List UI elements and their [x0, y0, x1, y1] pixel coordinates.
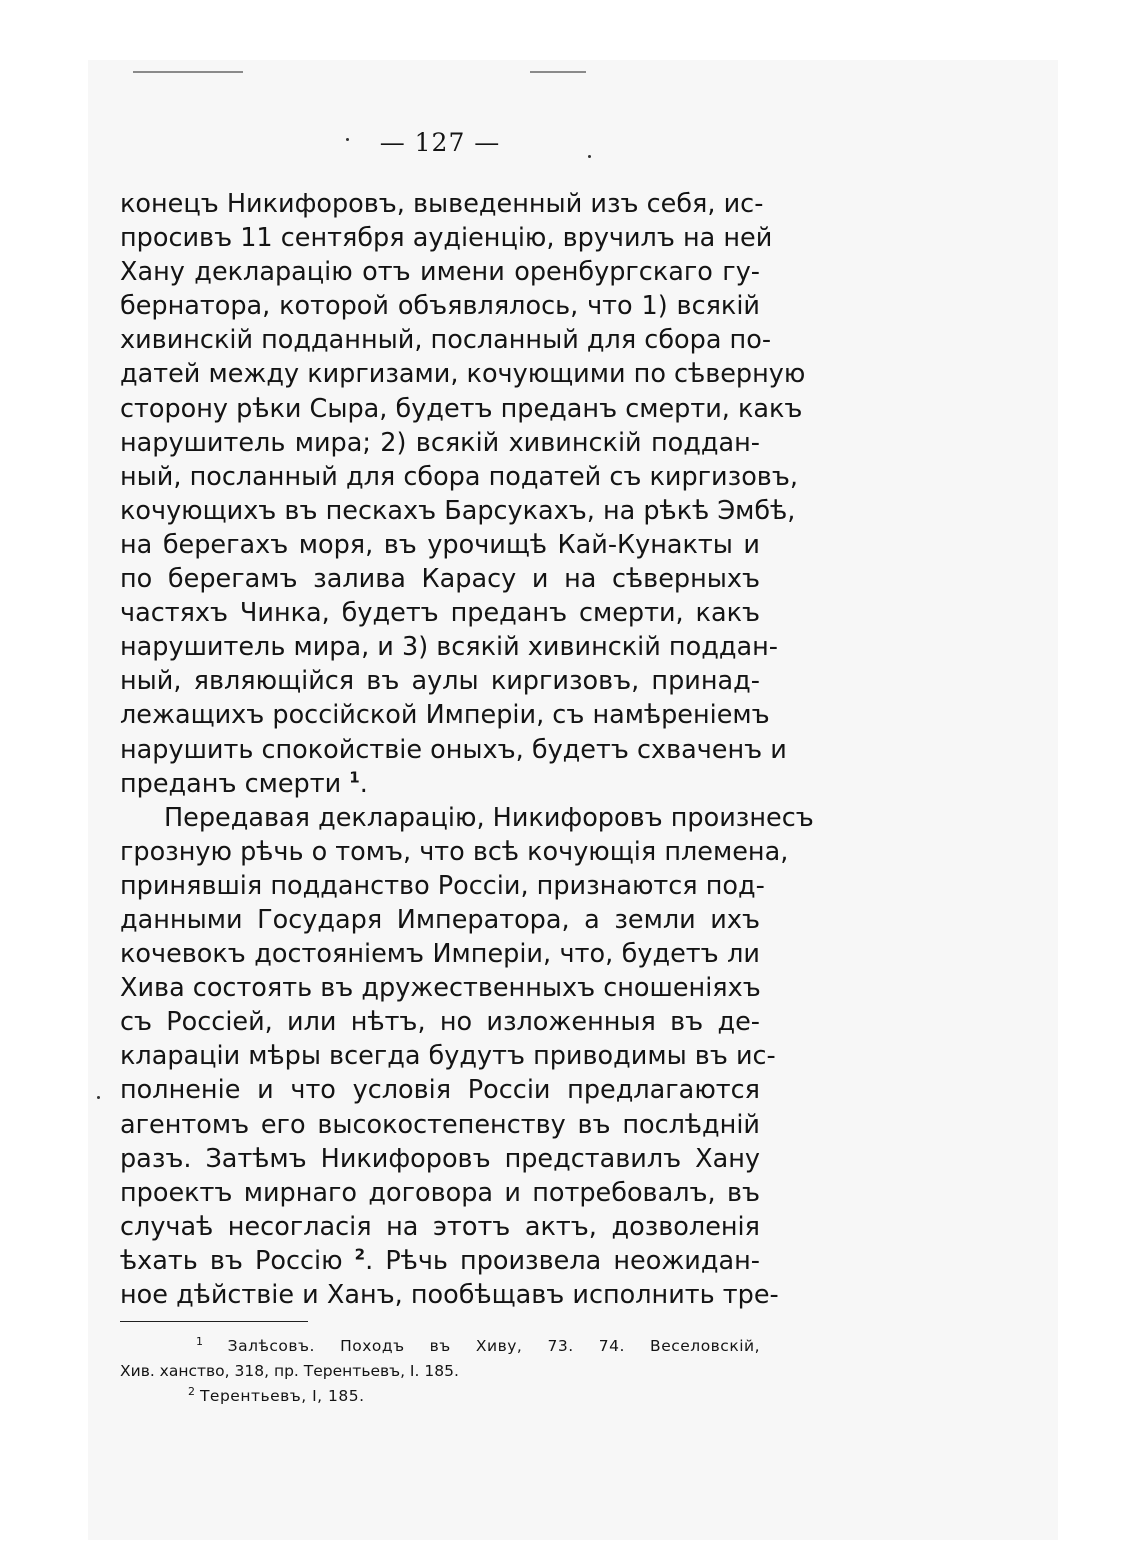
text-line: съ Россіей, или нѣтъ, но изложенныя въ де- [120, 1007, 760, 1038]
text-line: случаѣ несогласія на этотъ актъ, дозволенія [120, 1211, 760, 1242]
text-line: ный, являющійся въ аулы киргизовъ, принад- [120, 666, 760, 697]
scan-artifact-mark [133, 71, 243, 73]
text-line [120, 1244, 760, 1278]
text-line: нарушитель мира, и 3) всякій хивинскій поддан- [120, 632, 778, 663]
footnote-text: Залѣсовъ. Походъ въ Хиву, 73. 74. Веселовскій, [227, 1337, 760, 1355]
text-line: кочевокъ достояніемъ Имперіи, что, будетъ ли [120, 939, 760, 970]
text-line [120, 767, 760, 801]
text-line: датей между киргизами, кочующими по сѣверную [120, 359, 806, 390]
text-line: бернатора, которой объявлялось, что 1) всякій [120, 291, 760, 322]
text-line: агентомъ его высокостепенству въ послѣдній [120, 1109, 760, 1140]
text-line: хивинскій подданный, посланный для сбора по- [120, 325, 772, 356]
text-line: ное дѣйствіе и Ханъ, пообѣщавъ исполнить тре- [120, 1280, 779, 1310]
text-line: сторону рѣки Сыра, будетъ преданъ смерти, какъ [120, 393, 803, 424]
scan-artifact-mark [530, 71, 586, 73]
text-line: разъ. Затѣмъ Никифоровъ представилъ Хану [120, 1143, 760, 1174]
text-line: на берегахъ моря, въ урочищѣ Кай-Кунакты и [120, 529, 760, 560]
footnote-1 [120, 1334, 760, 1359]
scan-speck [97, 1096, 100, 1099]
text-line-segment: преданъ смерти [120, 768, 342, 799]
text-line-segment: ѣхать въ Россію [120, 1245, 343, 1276]
text-line: частяхъ Чинка, будетъ преданъ смерти, какъ [120, 598, 760, 629]
page-number: — 127 — [379, 128, 501, 157]
text-line: кочующихъ въ пескахъ Барсукахъ, на рѣкѣ Эмбѣ, [120, 495, 796, 526]
text-line: ный, посланный для сбора податей съ киргизовъ, [120, 461, 798, 492]
text-line: клараціи мѣры всегда будутъ приводимы въ ис- [120, 1041, 776, 1072]
text-line: Хану декларацію отъ имени оренбургскаго гу- [120, 257, 760, 288]
text-line: грозную рѣчь о томъ, что всѣ кочующія племена, [120, 836, 789, 867]
footnote-divider [120, 1321, 308, 1322]
text-line: проектъ мирнаго договора и потребовалъ, въ [120, 1177, 760, 1208]
text-line: полненіе и что условія Россіи предлагаются [120, 1075, 760, 1106]
footnote-2 [120, 1384, 760, 1409]
sentence-end: . [359, 768, 368, 799]
text-line-segment: . Рѣчь произвела неожидан- [365, 1245, 760, 1276]
text-line: лежащихъ россійской Имперіи, съ намѣреніемъ [120, 700, 770, 731]
footnote-reference[interactable]: 2 [354, 1245, 366, 1264]
text-line: по берегамъ залива Карасу и на сѣверныхъ [120, 564, 760, 595]
text-line: конецъ Никифоровъ, выведенный изъ себя, ис- [120, 189, 764, 219]
text-line: принявшія подданство Россіи, признаются под- [120, 870, 765, 901]
footnote-mark: 1 [196, 1334, 203, 1348]
footnotes [120, 1334, 760, 1409]
paragraph-first-line: Передавая декларацію, Никифоровъ произнесъ [164, 802, 814, 833]
footnote-reference[interactable]: 1 [349, 768, 360, 787]
text-line: нарушить спокойствіе оныхъ, будетъ схваченъ и [120, 734, 787, 765]
footnote-text: Терентьевъ, I, 185. [199, 1387, 365, 1405]
footnote-1-continued: Хив. ханство, 318, пр. Терентьевъ, I. 185. [120, 1362, 459, 1380]
text-line: Хива состоять въ дружественныхъ сношеніяхъ [120, 973, 761, 1004]
text-line: просивъ 11 сентября аудіенцію, вручилъ на ней [120, 223, 773, 254]
footnote-mark: 2 [188, 1384, 195, 1398]
text-line: данными Государя Императора, а земли ихъ [120, 904, 760, 935]
text-line: нарушитель мира; 2) всякій хивинскій поддан- [120, 427, 760, 458]
main-text [120, 187, 814, 1312]
